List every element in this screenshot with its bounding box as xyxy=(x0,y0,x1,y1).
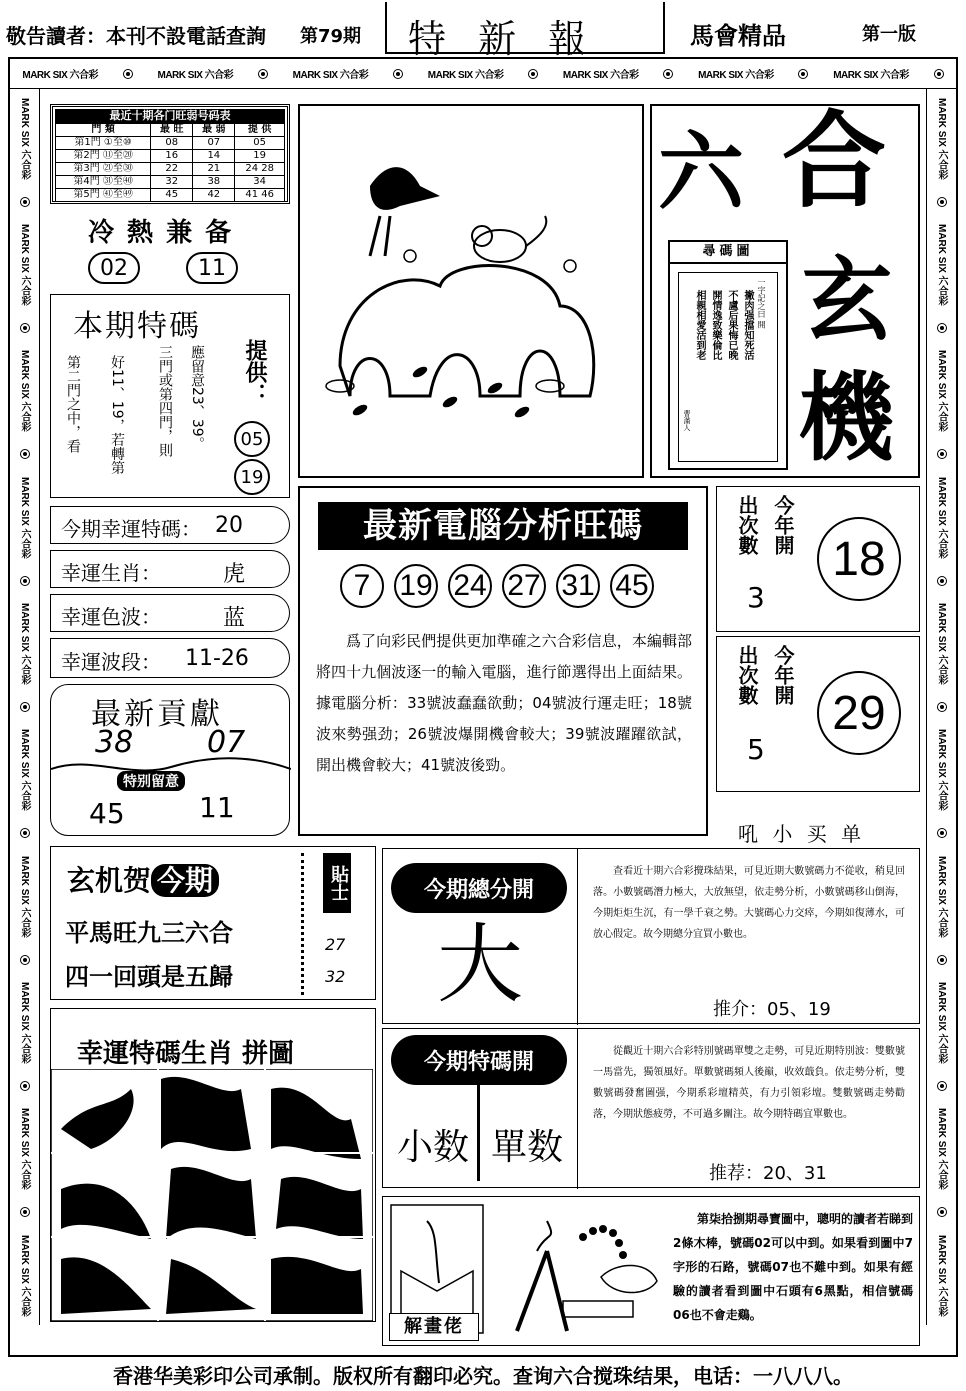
puzzle-box xyxy=(50,1008,376,1322)
special-code-box xyxy=(50,294,290,498)
tips-label: 貼士 xyxy=(323,853,351,913)
liuhe-big-char: 六 xyxy=(658,122,744,223)
year-stat-label-b: 出次數 xyxy=(735,645,759,705)
puzzle-grid xyxy=(51,1069,373,1321)
table-cell: 14 xyxy=(193,150,235,163)
scroll xyxy=(668,240,788,470)
border-mark: MARK SIX 六合彩 xyxy=(936,223,947,306)
border-right-strip xyxy=(926,89,956,1325)
year-stat-count: 5 xyxy=(747,733,765,766)
border-mark: MARK SIX 六合彩 xyxy=(936,729,947,811)
computer-ball: 27 xyxy=(502,564,546,608)
border-mark: MARK SIX 六合彩 xyxy=(157,70,234,81)
border-mark: MARK SIX 六合彩 xyxy=(936,602,947,685)
flower-icon xyxy=(20,449,30,459)
year-stat-box xyxy=(716,486,920,632)
border-mark: MARK SIX 六合彩 xyxy=(427,70,504,81)
flower-icon xyxy=(798,69,808,79)
liuhe-big-char: 玄 xyxy=(802,247,892,353)
table-cell: 24 28 xyxy=(235,163,285,176)
special-open-label: 今期特碼開 xyxy=(391,1035,567,1085)
flower-icon xyxy=(123,69,133,79)
special-open-text: 從觀近十期六合彩特別號碼單雙之走勢，可見近期特別波：雙數號一馬當先，獨領風好。單數號碼頻人後巔，收效蕺負。依走勢分析，雙數號碼發奮圖强，今期系彩壇精英，有力引領彩壇。雙數號碼走勢勸落，今期狀態疲勞，不可過多關注。故今期特碼宜單數也。 xyxy=(593,1046,905,1120)
table-cell: 第4門 ㉛至㊵ xyxy=(56,176,151,189)
border-mark: MARK SIX 六合彩 xyxy=(19,350,30,432)
table-cell: 34 xyxy=(235,176,285,189)
border-top-strip xyxy=(10,59,956,89)
table-cell: 42 xyxy=(193,189,235,202)
border-mark: MARK SIX 六合彩 xyxy=(19,1234,30,1317)
computer-ball: 19 xyxy=(394,564,438,608)
total-box xyxy=(382,848,920,1024)
xuanji-line: 四一回頭是五歸 xyxy=(65,962,233,991)
xuanji-line: 平馬旺九三六合 xyxy=(65,918,233,947)
lucky-range-value: 11-26 xyxy=(185,646,249,671)
cold-hot-number: 02 xyxy=(88,252,140,284)
computer-ball: 45 xyxy=(610,564,654,608)
lucky-number-row xyxy=(50,506,290,544)
flower-icon xyxy=(937,702,947,712)
flower-icon xyxy=(934,69,944,79)
year-stat-count: 3 xyxy=(747,581,765,614)
border-mark: MARK SIX 六合彩 xyxy=(19,97,30,180)
special-open-divider xyxy=(577,1029,578,1189)
table-row xyxy=(56,150,285,163)
table-cell: 07 xyxy=(193,137,235,150)
dotted-divider xyxy=(301,853,304,995)
table-header: 最 弱 xyxy=(193,124,235,137)
table-header: 門 類 xyxy=(56,124,151,137)
flower-icon xyxy=(663,69,673,79)
table-cell: 第1門 ①至⑩ xyxy=(56,137,151,150)
special-title: 本期特碼 xyxy=(73,309,201,344)
special-number: 05 xyxy=(234,421,270,457)
special-number: 19 xyxy=(234,459,270,495)
table-row xyxy=(56,137,285,150)
border-mark: MARK SIX 六合彩 xyxy=(698,70,774,81)
table-row xyxy=(56,176,285,189)
lucky-color-value: 蓝 xyxy=(223,606,246,631)
xuanji-title-b: 今期 xyxy=(151,864,219,897)
border-mark: MARK SIX 六合彩 xyxy=(22,70,99,81)
flower-icon xyxy=(528,69,538,79)
border-mark: MARK SIX 六合彩 xyxy=(833,70,909,81)
border-mark: MARK SIX 六合彩 xyxy=(19,729,30,811)
border-mark: MARK SIX 六合彩 xyxy=(562,70,639,81)
flower-icon xyxy=(258,69,268,79)
scroll-line: 相親相愛活到老 xyxy=(694,290,705,360)
table-cell: 41 46 xyxy=(235,189,285,202)
lucky-color-row xyxy=(50,594,290,632)
flower-icon xyxy=(937,955,947,965)
table-row xyxy=(56,163,285,176)
border-mark: MARK SIX 六合彩 xyxy=(19,981,30,1064)
riddle-box xyxy=(382,1196,920,1346)
flower-icon xyxy=(20,828,30,838)
border-mark: MARK SIX 六合彩 xyxy=(936,1108,947,1190)
border-mark: MARK SIX 六合彩 xyxy=(936,476,947,559)
contribution-note: 特别留意 xyxy=(117,771,185,791)
border-mark: MARK SIX 六合彩 xyxy=(19,223,30,306)
contribution-title: 最新貢獻 xyxy=(91,697,223,732)
contribution-box xyxy=(50,684,290,836)
special-open-value-b: 單数 xyxy=(491,1127,564,1168)
year-stat-label-a: 今年開 xyxy=(771,495,795,555)
table-cell: 第5門 ㊶至㊾ xyxy=(56,189,151,202)
year-stat-label-a: 今年開 xyxy=(771,645,795,705)
computer-ball: 24 xyxy=(448,564,492,608)
special-open-stem xyxy=(477,1085,480,1181)
xuanji-title xyxy=(67,859,219,899)
footer: 香港华美彩印公司承制。版权所有翻印必究。查询六合搅珠结果，电话：一八八八。 xyxy=(113,1364,853,1388)
border-mark: MARK SIX 六合彩 xyxy=(19,1108,30,1190)
lucky-number-value: 20 xyxy=(215,513,243,538)
year-stat-box xyxy=(716,636,920,792)
header-title: 特 新 報 xyxy=(408,17,597,61)
table-title: 最近十期各门旺弱号码表 xyxy=(55,109,285,123)
xuanji-box xyxy=(50,846,376,1000)
total-label: 今期總分開 xyxy=(391,863,567,913)
year-stat-number: 18 xyxy=(817,517,901,601)
scroll-line: 開情逸致樂倫比 xyxy=(710,290,721,360)
lucky-range-row xyxy=(50,638,290,678)
contribution-number: 45 xyxy=(89,797,125,830)
computer-title: 最新電腦分析旺碼 xyxy=(318,502,688,550)
flower-icon xyxy=(20,1081,30,1091)
special-text-col: 三門或第四門，則 xyxy=(157,345,173,457)
scroll-line: 一字記之曰 開 xyxy=(757,278,766,329)
border-mark: MARK SIX 六合彩 xyxy=(936,981,947,1064)
puzzle-title: 幸運特碼生肖 拼圖 xyxy=(77,1039,295,1069)
special-open-box xyxy=(382,1028,920,1188)
header-edition: 第一版 xyxy=(862,24,916,45)
computer-ball: 7 xyxy=(340,564,384,608)
buy-title: 吼 小 买 单 xyxy=(738,822,866,846)
special-open-value-a: 小数 xyxy=(397,1127,470,1168)
cold-hot-number: 11 xyxy=(186,252,238,284)
riddle-label: 解畫佬 xyxy=(389,1313,479,1341)
special-text-col: 好11、19，若轉第 xyxy=(109,355,125,475)
flower-icon xyxy=(20,1207,30,1217)
special-open-recommend: 推荐：20、31 xyxy=(709,1163,827,1184)
table-cell: 38 xyxy=(193,176,235,189)
table-cell: 16 xyxy=(151,150,193,163)
total-text: 查看近十期六合彩攪珠結果，可見近期大數號碼力不從收，稍見回落。小數號碼潛力極大，大放無望，依走勢分析，小數號碼移山倒海，今期炬炬生沉，有一學千衰之勢。大號碼心力交瘁，今期如復薄水，可放心假定。故今期總分宜買小數也。 xyxy=(593,866,905,940)
border-mark: MARK SIX 六合彩 xyxy=(936,350,947,432)
flower-icon xyxy=(937,576,947,586)
border-mark: MARK SIX 六合彩 xyxy=(19,476,30,559)
table-cell: 45 xyxy=(151,189,193,202)
table-header: 最 旺 xyxy=(151,124,193,137)
year-stat-number: 29 xyxy=(817,671,901,755)
contribution-number: 11 xyxy=(199,791,235,824)
computer-paragraph: 爲了向彩民們提供更加準確之六合彩信息，本編輯部將四十九個波逐一的輸入電腦，進行節選得出上面結果。據電腦分析：33號波蠢蠢欲動；04號波行運走旺；18號波來勢强劲；26號波爆開機會較大；39號波躍躍欲試，開出機會較大；41號波後勁。 xyxy=(316,632,692,774)
flower-icon xyxy=(937,323,947,333)
border-mark: MARK SIX 六合彩 xyxy=(19,855,30,938)
header-notice: 敬告讀者：本刊不設電話查詢 xyxy=(6,24,266,48)
table-header-row xyxy=(56,124,285,137)
table-cell: 32 xyxy=(151,176,193,189)
flower-icon xyxy=(937,828,947,838)
flower-icon xyxy=(20,955,30,965)
header-subtitle: 馬會精品 xyxy=(690,22,786,50)
year-stat-label-b: 出次數 xyxy=(735,495,759,555)
special-text-col: 應留意23、39。 xyxy=(189,345,205,451)
header-issue: 第79期 xyxy=(300,26,362,47)
table-cell: 21 xyxy=(193,163,235,176)
flower-icon xyxy=(20,702,30,712)
flower-icon xyxy=(937,197,947,207)
cartoon-box xyxy=(298,104,644,478)
flower-icon xyxy=(937,1081,947,1091)
table-cell: 第2門 ⑪至⑳ xyxy=(56,150,151,163)
liuhe-big-char: 合 xyxy=(782,99,887,222)
table-cell: 22 xyxy=(151,163,193,176)
table-row xyxy=(56,189,285,202)
flower-icon xyxy=(937,449,947,459)
flower-icon xyxy=(393,69,403,79)
hot-cold-table-box xyxy=(50,104,290,204)
tips-number: 27 xyxy=(325,935,346,954)
contribution-number: 07 xyxy=(207,725,246,760)
lucky-color-label: 幸運色波： xyxy=(61,605,161,629)
scroll-sign: 曹滿人 xyxy=(683,410,691,431)
table-cell: 第3門 ㉑至㉚ xyxy=(56,163,151,176)
border-mark: MARK SIX 六合彩 xyxy=(936,855,947,938)
lucky-zodiac-value: 虎 xyxy=(223,562,246,587)
table-cell: 05 xyxy=(235,137,285,150)
border-mark: MARK SIX 六合彩 xyxy=(936,97,947,180)
flower-icon xyxy=(20,576,30,586)
computer-box xyxy=(298,486,708,836)
total-divider xyxy=(577,849,578,1025)
table-cell: 08 xyxy=(151,137,193,150)
flower-icon xyxy=(937,1207,947,1217)
computer-ball: 31 xyxy=(556,564,600,608)
header xyxy=(0,0,966,61)
hot-cold-table xyxy=(55,123,285,202)
total-value: 大 xyxy=(437,915,523,1015)
lucky-zodiac-row xyxy=(50,550,290,588)
liuhe-box xyxy=(650,99,920,478)
border-mark: MARK SIX 六合彩 xyxy=(292,70,369,81)
scroll-line: 撇肉强擋知死活 xyxy=(742,290,753,360)
cartoon-illustration xyxy=(300,106,640,476)
special-provide-label: 提供： xyxy=(242,339,267,405)
lucky-range-label: 幸運波段： xyxy=(61,650,161,674)
contribution-number: 38 xyxy=(95,725,134,760)
total-recommend: 推介：05、19 xyxy=(713,999,831,1020)
table-cell: 19 xyxy=(235,150,285,163)
scroll-line: 不盧后果悔已晚 xyxy=(726,290,737,360)
xuanji-title-a: 玄机贺 xyxy=(67,864,152,897)
border-mark: MARK SIX 六合彩 xyxy=(19,602,30,685)
border-mark: MARK SIX 六合彩 xyxy=(936,1234,947,1317)
liuhe-big-char: 機 xyxy=(798,361,894,474)
lucky-zodiac-label: 幸運生肖： xyxy=(61,561,161,585)
riddle-text: 第柒拾捌期尋寶圖中，聰明的讀者若睇到2條木棒，號碼02可以中到。如果看到圖中7字形的石路，號碼07也不難中到。如果有經驗的讀者看到圖中石頭有6黑點，相信號碼06也不會走鷄。 xyxy=(673,1212,914,1322)
special-text-col: 第二門之中，看 xyxy=(65,355,81,453)
table-header: 提 供 xyxy=(235,124,285,137)
border-left-strip xyxy=(10,89,40,1325)
cold-hot-title: 冷 熱 兼 备 xyxy=(88,218,234,248)
lucky-number-label: 今期幸運特碼： xyxy=(61,517,201,541)
flower-icon xyxy=(20,197,30,207)
scroll-title: 尋碼圖 xyxy=(670,242,786,264)
tips-number: 32 xyxy=(325,967,346,986)
flower-icon xyxy=(20,323,30,333)
